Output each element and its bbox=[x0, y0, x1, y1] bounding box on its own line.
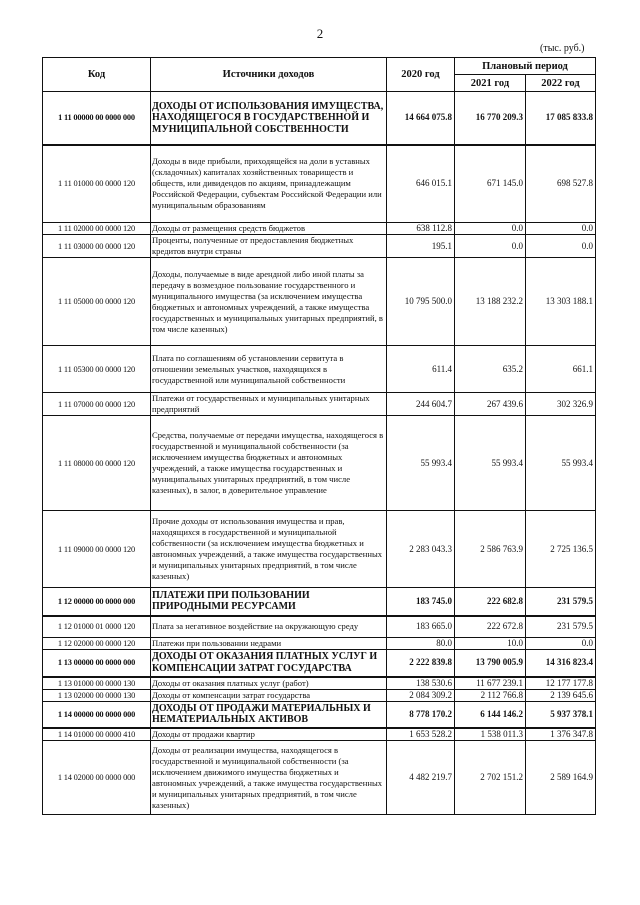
row-value-2020: 10 795 500.0 bbox=[387, 258, 455, 346]
row-value-2022: 55 993.4 bbox=[526, 416, 596, 511]
row-code: 1 14 02000 00 0000 000 bbox=[43, 741, 151, 815]
row-value-2022: 13 303 188.1 bbox=[526, 258, 596, 346]
table-row bbox=[43, 145, 596, 223]
row-value-2021: 55 993.4 bbox=[455, 416, 526, 511]
row-name: Средства, получаемые от передачи имущества, находящегося в государственной и муниципальной собственности (за исключением имущества бюджетных и автономных учреждений, а также имущества государственных и муниципальных унитарных предприятий, в том числе казенных), в залог, в доверительное управление bbox=[151, 416, 387, 511]
row-code: 1 12 01000 01 0000 120 bbox=[43, 616, 151, 638]
row-value-2022: 2 139 645.6 bbox=[526, 689, 596, 701]
row-code: 1 11 07000 00 0000 120 bbox=[43, 393, 151, 416]
table-body bbox=[43, 92, 596, 815]
row-value-2021: 2 112 766.8 bbox=[455, 689, 526, 701]
row-value-2020: 14 664 075.8 bbox=[387, 92, 455, 145]
row-value-2020: 611.4 bbox=[387, 346, 455, 393]
table-row bbox=[43, 588, 596, 616]
table-row bbox=[43, 393, 596, 416]
row-value-2022: 231 579.5 bbox=[526, 616, 596, 638]
row-value-2021: 11 677 239.1 bbox=[455, 677, 526, 690]
row-value-2020: 2 222 839.8 bbox=[387, 650, 455, 677]
page-number: 2 bbox=[316, 26, 324, 41]
row-name: Доходы от компенсации затрат государства bbox=[151, 689, 387, 701]
row-code: 1 13 02000 00 0000 130 bbox=[43, 689, 151, 701]
table-row bbox=[43, 728, 596, 741]
row-value-2020: 244 604.7 bbox=[387, 393, 455, 416]
table-row bbox=[43, 223, 596, 235]
row-code: 1 13 01000 00 0000 130 bbox=[43, 677, 151, 690]
row-name: Доходы от продажи квартир bbox=[151, 728, 387, 741]
row-value-2021: 635.2 bbox=[455, 346, 526, 393]
table-row bbox=[43, 511, 596, 588]
table-row bbox=[43, 650, 596, 677]
row-name: ДОХОДЫ ОТ ИСПОЛЬЗОВАНИЯ ИМУЩЕСТВА, НАХОДЯЩЕГОСЯ В ГОСУДАРСТВЕННОЙ И МУНИЦИПАЛЬНОЙ СОБСТВЕННОСТИ bbox=[151, 92, 387, 145]
row-value-2021: 267 439.6 bbox=[455, 393, 526, 416]
row-value-2020: 80.0 bbox=[387, 638, 455, 650]
row-value-2021: 222 682.8 bbox=[455, 588, 526, 616]
row-name: Плата по соглашениям об установлении сервитута в отношении земельных участков, находящихся в государственной или муниципальной собственности bbox=[151, 346, 387, 393]
row-value-2020: 4 482 219.7 bbox=[387, 741, 455, 815]
row-value-2020: 2 084 309.2 bbox=[387, 689, 455, 701]
row-value-2022: 12 177 177.8 bbox=[526, 677, 596, 690]
table-row bbox=[43, 638, 596, 650]
row-value-2022: 0.0 bbox=[526, 223, 596, 235]
row-name: Доходы от оказания платных услуг (работ) bbox=[151, 677, 387, 690]
header-year-2020: 2020 год bbox=[387, 58, 455, 92]
row-name: Платежи при пользовании недрами bbox=[151, 638, 387, 650]
row-code: 1 14 01000 00 0000 410 bbox=[43, 728, 151, 741]
row-name: Доходы в виде прибыли, приходящейся на доли в уставных (складочных) капиталах хозяйственных товариществ и обществ, или дивидендов по акциям, принадлежащим Российской Федерации, субъектам Российской Федерации или муниципальным образованиям bbox=[151, 145, 387, 223]
table-row bbox=[43, 677, 596, 690]
header-code: Код bbox=[43, 58, 151, 92]
row-value-2020: 138 530.6 bbox=[387, 677, 455, 690]
row-code: 1 11 05300 00 0000 120 bbox=[43, 346, 151, 393]
row-name: ДОХОДЫ ОТ ПРОДАЖИ МАТЕРИАЛЬНЫХ И НЕМАТЕРИАЛЬНЫХ АКТИВОВ bbox=[151, 701, 387, 728]
header-planned-period: Плановый период bbox=[455, 58, 596, 75]
row-code: 1 11 05000 00 0000 120 bbox=[43, 258, 151, 346]
row-value-2022: 0.0 bbox=[526, 638, 596, 650]
row-value-2020: 195.1 bbox=[387, 235, 455, 258]
table-row bbox=[43, 741, 596, 815]
table-row bbox=[43, 346, 596, 393]
table-row bbox=[43, 235, 596, 258]
units-note: (тыс. руб.) bbox=[540, 43, 585, 54]
row-value-2022: 17 085 833.8 bbox=[526, 92, 596, 145]
revenue-table bbox=[42, 57, 596, 815]
table-row bbox=[43, 616, 596, 638]
row-value-2020: 8 778 170.2 bbox=[387, 701, 455, 728]
row-name: Проценты, полученные от предоставления бюджетных кредитов внутри страны bbox=[151, 235, 387, 258]
table-row bbox=[43, 701, 596, 728]
row-name: ДОХОДЫ ОТ ОКАЗАНИЯ ПЛАТНЫХ УСЛУГ И КОМПЕНСАЦИИ ЗАТРАТ ГОСУДАРСТВА bbox=[151, 650, 387, 677]
row-value-2022: 231 579.5 bbox=[526, 588, 596, 616]
row-code: 1 11 02000 00 0000 120 bbox=[43, 223, 151, 235]
row-code: 1 11 09000 00 0000 120 bbox=[43, 511, 151, 588]
row-value-2021: 6 144 146.2 bbox=[455, 701, 526, 728]
row-code: 1 13 00000 00 0000 000 bbox=[43, 650, 151, 677]
row-code: 1 11 00000 00 0000 000 bbox=[43, 92, 151, 145]
row-value-2022: 0.0 bbox=[526, 235, 596, 258]
row-code: 1 11 03000 00 0000 120 bbox=[43, 235, 151, 258]
row-value-2021: 13 188 232.2 bbox=[455, 258, 526, 346]
row-value-2022: 14 316 823.4 bbox=[526, 650, 596, 677]
row-code: 1 11 01000 00 0000 120 bbox=[43, 145, 151, 223]
row-code: 1 12 00000 00 0000 000 bbox=[43, 588, 151, 616]
row-value-2021: 2 702 151.2 bbox=[455, 741, 526, 815]
row-value-2020: 183 665.0 bbox=[387, 616, 455, 638]
row-value-2022: 302 326.9 bbox=[526, 393, 596, 416]
row-value-2021: 671 145.0 bbox=[455, 145, 526, 223]
row-value-2022: 2 725 136.5 bbox=[526, 511, 596, 588]
row-value-2020: 1 653 528.2 bbox=[387, 728, 455, 741]
row-value-2021: 16 770 209.3 bbox=[455, 92, 526, 145]
row-name: Плата за негативное воздействие на окружающую среду bbox=[151, 616, 387, 638]
row-value-2021: 10.0 bbox=[455, 638, 526, 650]
row-value-2020: 2 283 043.3 bbox=[387, 511, 455, 588]
row-value-2020: 183 745.0 bbox=[387, 588, 455, 616]
table-row bbox=[43, 416, 596, 511]
row-value-2021: 13 790 005.9 bbox=[455, 650, 526, 677]
row-value-2022: 2 589 164.9 bbox=[526, 741, 596, 815]
row-code: 1 14 00000 00 0000 000 bbox=[43, 701, 151, 728]
row-value-2021: 1 538 011.3 bbox=[455, 728, 526, 741]
row-value-2020: 638 112.8 bbox=[387, 223, 455, 235]
row-value-2020: 646 015.1 bbox=[387, 145, 455, 223]
row-value-2020: 55 993.4 bbox=[387, 416, 455, 511]
row-code: 1 12 02000 00 0000 120 bbox=[43, 638, 151, 650]
row-value-2022: 1 376 347.8 bbox=[526, 728, 596, 741]
row-value-2022: 698 527.8 bbox=[526, 145, 596, 223]
table-row bbox=[43, 689, 596, 701]
row-value-2022: 661.1 bbox=[526, 346, 596, 393]
table-row bbox=[43, 92, 596, 145]
header-year-2022: 2022 год bbox=[526, 75, 596, 92]
row-name: Доходы от реализации имущества, находящегося в государственной и муниципальной собственности (за исключением движимого имущества бюджетных и автономных учреждений, а также имущества государственных и муниципальных унитарных предприятий, в том числе казенных) bbox=[151, 741, 387, 815]
row-name: Доходы, получаемые в виде арендной либо иной платы за передачу в возмездное пользование государственного и муниципального имущества (за исключением имущества бюджетных и автономных учреждений, а также имущества государственных и муниципальных унитарных предприятий, в том числе казенных) bbox=[151, 258, 387, 346]
row-name: Платежи от государственных и муниципальных унитарных предприятий bbox=[151, 393, 387, 416]
row-value-2021: 2 586 763.9 bbox=[455, 511, 526, 588]
row-code: 1 11 08000 00 0000 120 bbox=[43, 416, 151, 511]
row-name: ПЛАТЕЖИ ПРИ ПОЛЬЗОВАНИИ ПРИРОДНЫМИ РЕСУРСАМИ bbox=[151, 588, 387, 616]
table-row bbox=[43, 258, 596, 346]
row-name: Прочие доходы от использования имущества и прав, находящихся в государственной и муниципальной собственности (за исключением имущества бюджетных и автономных учреждений, а также имущества государственных и муниципальных унитарных предприятий, в том числе казенных) bbox=[151, 511, 387, 588]
header-year-2021: 2021 год bbox=[455, 75, 526, 92]
row-value-2021: 0.0 bbox=[455, 235, 526, 258]
row-value-2021: 0.0 bbox=[455, 223, 526, 235]
row-value-2021: 222 672.8 bbox=[455, 616, 526, 638]
row-value-2022: 5 937 378.1 bbox=[526, 701, 596, 728]
row-name: Доходы от размещения средств бюджетов bbox=[151, 223, 387, 235]
header-source: Источники доходов bbox=[151, 58, 387, 92]
